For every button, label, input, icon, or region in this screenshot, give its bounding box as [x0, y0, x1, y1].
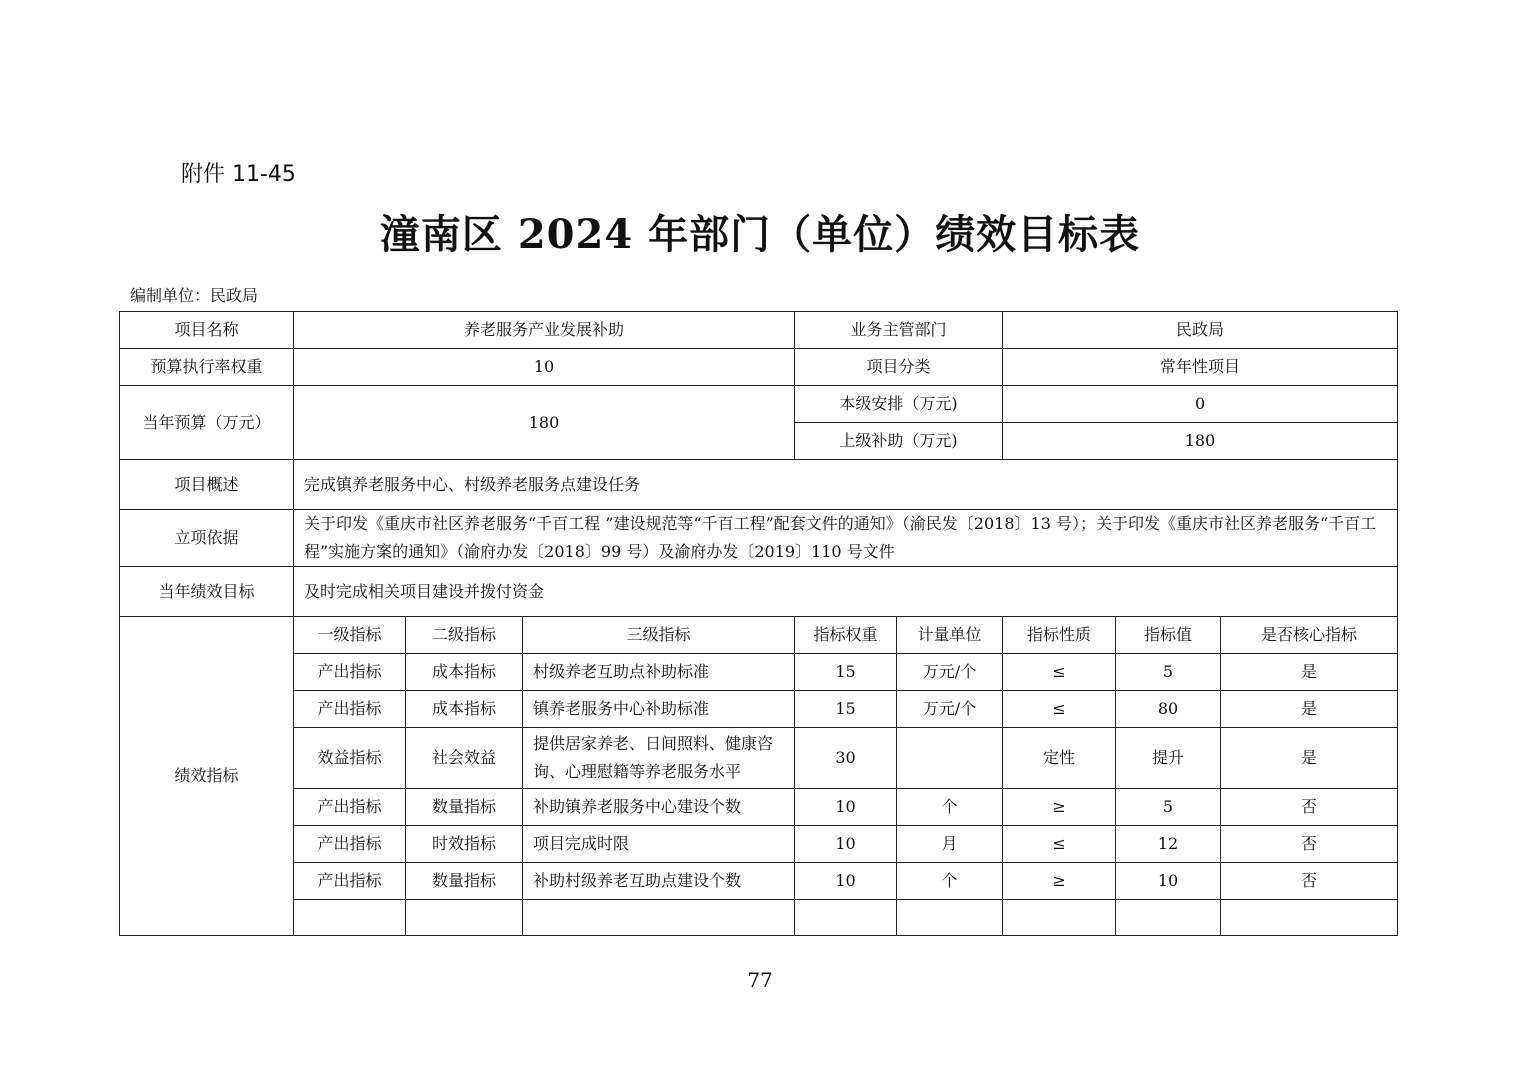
basis-value: 关于印发《重庆市社区养老服务“千百工程 ”建设规范等“千百工程”配套文件的通知》（渝民发〔2018〕13 号）；关于印发《重庆市社区养老服务“千百工程”实施方案的通知》（渝府办发〔2018〕99 号）及渝府办发〔2019〕110 号文件 [294, 510, 1398, 567]
nature-cell: ≥ [1003, 863, 1116, 900]
nature-cell: 定性 [1003, 728, 1116, 789]
level3-cell: 村级养老互助点补助标准 [523, 654, 795, 691]
budget-rate-label: 预算执行率权重 [120, 349, 294, 386]
core-cell: 是 [1221, 728, 1398, 789]
nature-cell: ≤ [1003, 654, 1116, 691]
level1-cell: 产出指标 [294, 863, 406, 900]
upper-subsidy-label: 上级补助（万元) [795, 423, 1003, 460]
header-nature: 指标性质 [1003, 617, 1116, 654]
weight-cell: 10 [795, 826, 897, 863]
compiling-unit: 编制单位：民政局 [130, 286, 259, 305]
overview-label: 项目概述 [120, 460, 294, 510]
header-value: 指标值 [1116, 617, 1221, 654]
level2-cell: 数量指标 [406, 789, 523, 826]
header-level3: 三级指标 [523, 617, 795, 654]
annual-budget-value: 180 [294, 386, 795, 460]
level2-cell: 社会效益 [406, 728, 523, 789]
dept-label: 业务主管部门 [795, 312, 1003, 349]
table-row [120, 863, 1398, 900]
weight-cell: 15 [795, 691, 897, 728]
category-value: 常年性项目 [1003, 349, 1398, 386]
level3-cell: 提供居家养老、日间照料、健康咨询、心理慰籍等养老服务水平 [523, 728, 795, 789]
level2-cell: 成本指标 [406, 654, 523, 691]
unit-cell: 万元/个 [897, 691, 1003, 728]
unit-cell [897, 728, 1003, 789]
table-row [120, 826, 1398, 863]
unit-cell: 个 [897, 863, 1003, 900]
weight-cell: 10 [795, 789, 897, 826]
core-cell: 否 [1221, 789, 1398, 826]
level3-cell: 镇养老服务中心补助标准 [523, 691, 795, 728]
value-cell: 5 [1116, 789, 1221, 826]
header-unit: 计量单位 [897, 617, 1003, 654]
unit-cell: 月 [897, 826, 1003, 863]
level3-cell: 补助镇养老服务中心建设个数 [523, 789, 795, 826]
page-number: 77 [747, 968, 773, 992]
level3-cell: 项目完成时限 [523, 826, 795, 863]
table-row [120, 654, 1398, 691]
page-title: 潼南区 2024 年部门（单位）绩效目标表 [379, 211, 1141, 258]
performance-target-table [119, 311, 1398, 936]
project-name-label: 项目名称 [120, 312, 294, 349]
goal-label: 当年绩效目标 [120, 567, 294, 617]
attachment-label: 附件 11-45 [181, 162, 296, 187]
budget-rate-value: 10 [294, 349, 795, 386]
level3-cell: 补助村级养老互助点建设个数 [523, 863, 795, 900]
empty-table-row [120, 900, 1398, 936]
level1-cell: 产出指标 [294, 691, 406, 728]
weight-cell: 10 [795, 863, 897, 900]
nature-cell: ≤ [1003, 826, 1116, 863]
level2-cell: 成本指标 [406, 691, 523, 728]
nature-cell: ≥ [1003, 789, 1116, 826]
value-cell: 提升 [1116, 728, 1221, 789]
table-row [120, 691, 1398, 728]
level1-cell: 产出指标 [294, 826, 406, 863]
core-cell: 是 [1221, 691, 1398, 728]
value-cell: 12 [1116, 826, 1221, 863]
value-cell: 5 [1116, 654, 1221, 691]
header-level2: 二级指标 [406, 617, 523, 654]
level1-cell: 产出指标 [294, 654, 406, 691]
indicators-label: 绩效指标 [120, 617, 294, 936]
project-name: 养老服务产业发展补助 [294, 312, 795, 349]
overview-value: 完成镇养老服务中心、村级养老服务点建设任务 [294, 460, 1398, 510]
value-cell: 10 [1116, 863, 1221, 900]
header-core: 是否核心指标 [1221, 617, 1398, 654]
unit-cell: 万元/个 [897, 654, 1003, 691]
annual-budget-label: 当年预算（万元） [120, 386, 294, 460]
level2-cell: 时效指标 [406, 826, 523, 863]
level2-cell: 数量指标 [406, 863, 523, 900]
nature-cell: ≤ [1003, 691, 1116, 728]
header-level1: 一级指标 [294, 617, 406, 654]
table-row [120, 789, 1398, 826]
dept-value: 民政局 [1003, 312, 1398, 349]
value-cell: 80 [1116, 691, 1221, 728]
goal-value: 及时完成相关项目建设并拨付资金 [294, 567, 1398, 617]
core-cell: 是 [1221, 654, 1398, 691]
upper-subsidy-value: 180 [1003, 423, 1398, 460]
category-label: 项目分类 [795, 349, 1003, 386]
local-budget-label: 本级安排（万元) [795, 386, 1003, 423]
unit-cell: 个 [897, 789, 1003, 826]
core-cell: 否 [1221, 863, 1398, 900]
basis-label: 立项依据 [120, 510, 294, 567]
weight-cell: 30 [795, 728, 897, 789]
core-cell: 否 [1221, 826, 1398, 863]
weight-cell: 15 [795, 654, 897, 691]
local-budget-value: 0 [1003, 386, 1398, 423]
level1-cell: 效益指标 [294, 728, 406, 789]
table-row [120, 728, 1398, 789]
header-weight: 指标权重 [795, 617, 897, 654]
level1-cell: 产出指标 [294, 789, 406, 826]
